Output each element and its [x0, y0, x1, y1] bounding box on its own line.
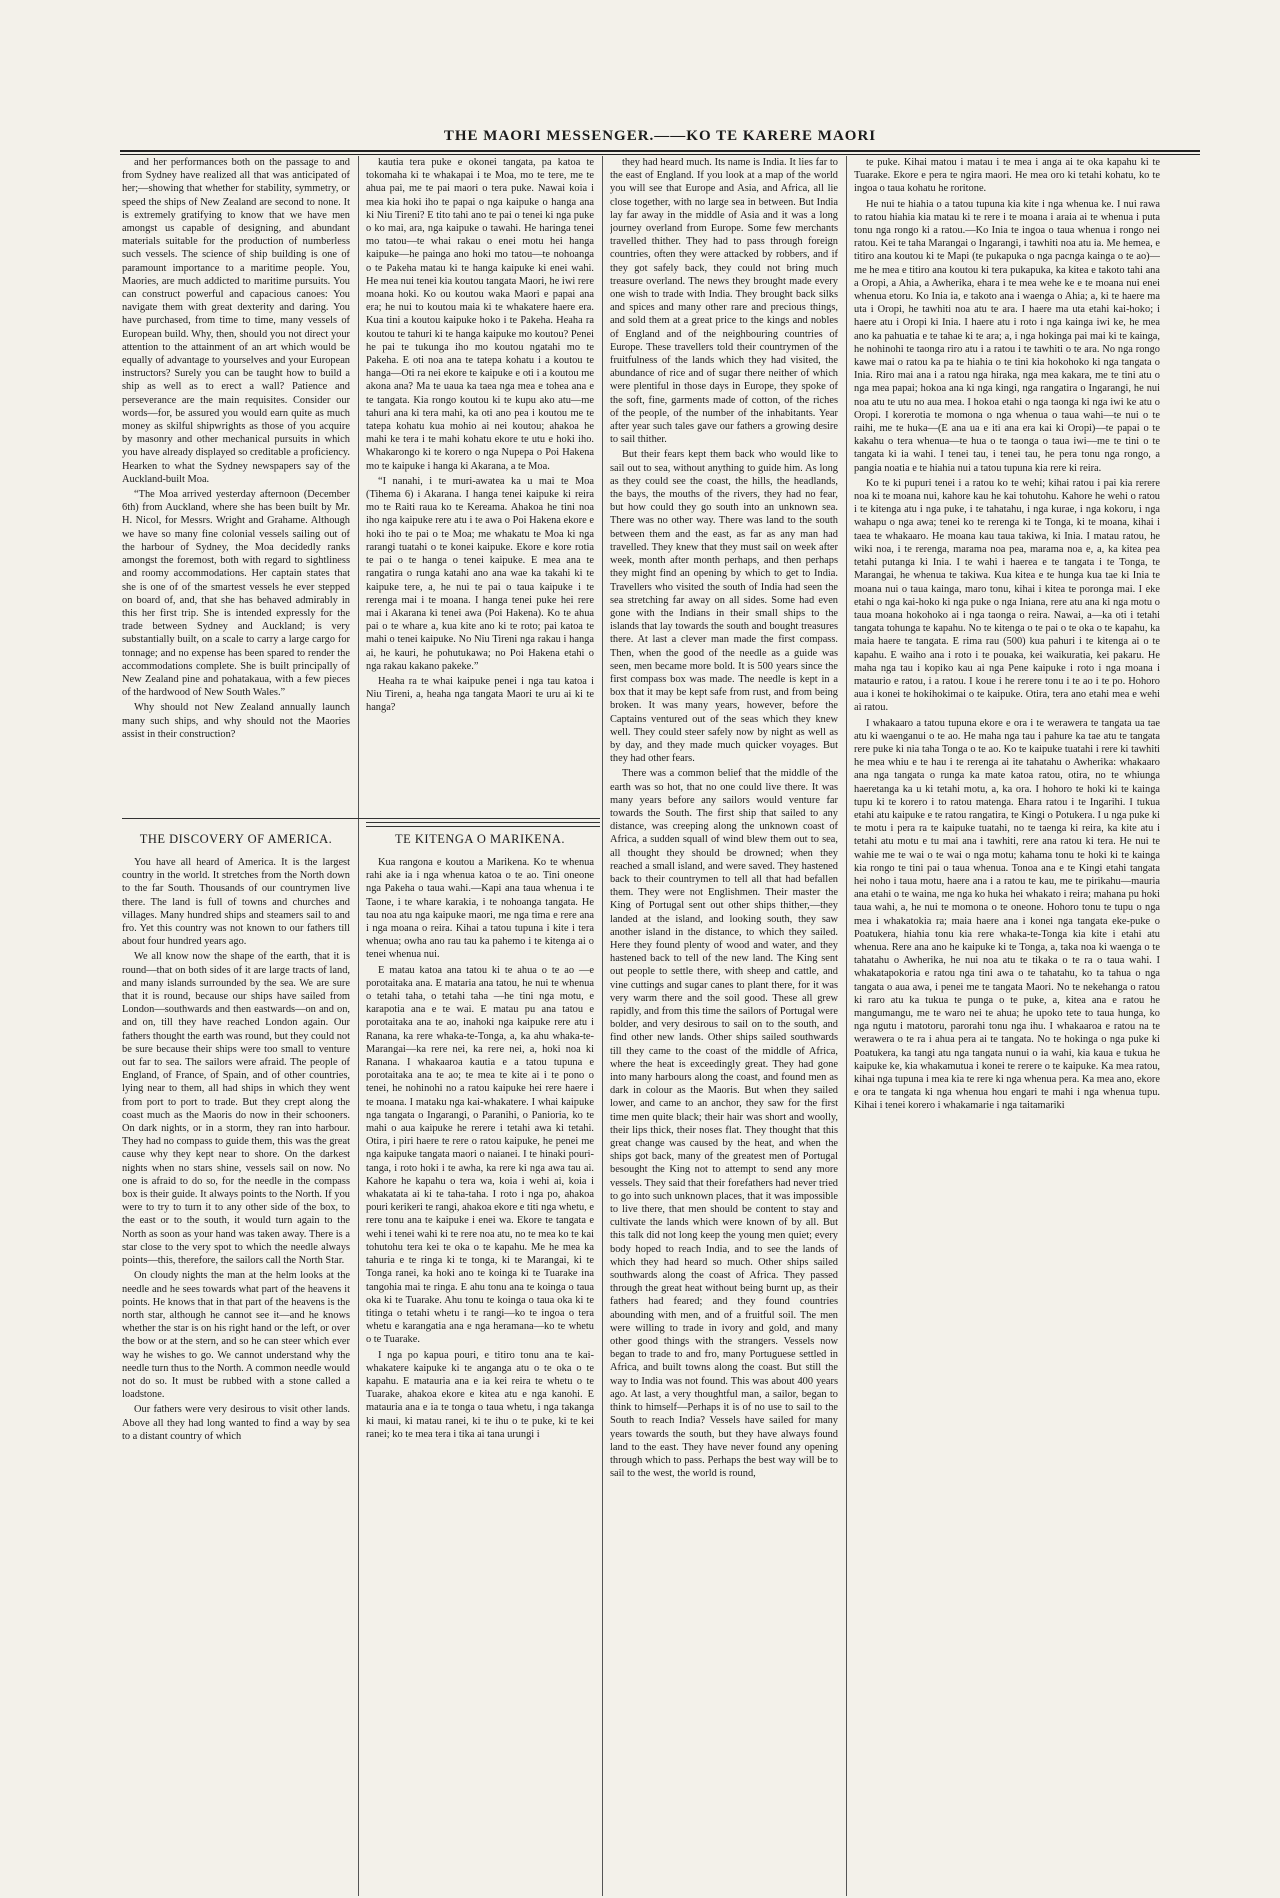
- article-title-en: THE DISCOVERY OF AMERICA.: [139, 832, 333, 846]
- paragraph: E matau katoa ana tatou ki te ahua o te ao —e porotaitaka ana. E mataria ana tatou, he nui te whenua o tetahi taha, o tetahi taha —he tini nga motu, e karapotia ana e te wai. E matau pu ana tatou e porotaitaka ana te ao, inahoki nga kaipuke rere atu i Ranana, ka rere whaka-te-Tonga, a, ka ahu whaka-te-Marangai—ka rere nei, ka rere nei, a, hoki noa ki Ranana. I whakaaroa kautia e a tatou tupuna e porotaitaka ana te ao; te mea te kite ai i te pono o tenei, he nohinohi no a ratou kaipuke hei rere haere i te moana. I mataku nga kai-whakatere. I whai kaipuke nga tangata o Ingarangi, o Paranihi, o Panioria, ko te mahi o aua kaipuke he rerere i tetahi awa ki tetahi. Otira, i piri haere te rere o ratou kaipuke, he penei me nga kaipuke tangata maori o naianei. I te hinaki pouri-tanga, i roto hoki i te awha, ka rere ki nga awa tau ai. Kahore he kapahu o tera wa, koia i wehi ai, koia i whakatata ai ki te taha-taha. I roto i nga po, ahakoa pouri kerikeri te rangi, ahakoa ekore e titi nga whetu, e rere tonu ana te kaipuke i enei wa. Ekore te tangata e wehi i tenei wahi ki te rere noa atu, no te mea ko te kai tohutohu tera kei te oka o te kapahu. Me he mea ka tahuria e te ringa ki te tonga, ki te Marangai, ki te Tonga ranei, ka hoki ano te koinga ki te Tuarake ina tangohia mai te ringa. E ahu tonu ana te koinga o taua oka ki te Tuarake. Ahu tonu te koinga o taua oka ki te titinga o tetahi whetu i te rangi—ko te ingoa o tera whetu e karangatia ana e nga heramana—ko te whetu o te Tuarake.: [366, 964, 594, 1346]
- paragraph: Why should not New Zealand annually launch many such ships, and why should not the Maories assist in their construction?: [122, 702, 350, 740]
- column-divider: [602, 156, 603, 1896]
- column-2-top: [366, 156, 594, 806]
- masthead-rule: [120, 150, 1200, 155]
- paragraph: He nui te hiahia o a tatou tupuna kia kite i nga whenua ke. I nui rawa to ratou hiahia kia matau ki te rere i te moana i araia ai te whenua i puta tonu nga rongo ki a ratou.—Ko Inia te ingoa o taua whenua i rongo nei ratou. Kei te taha Marangai o Ingarangi, i tawhiti noa atu ia. Me hemea, e titiro ana koutou ki te Mapi (te pukapuka o nga pacnga kainga o te ao)—me he mea e titiro ana koutou ki tera pukapuka, ka kitea e takoto tahi ana a Oropi, a Ahia, a Awherika, ehara i te mea wehe ke e te moana nui enei whenua etoru. Ko Inia ia, e takoto ana i waenga o Ahia; a, ki te haere ma uta i Oropi, he tawhiti noa atu te ara. I haere ma uta etahi kai-hoko; i haere atu i Oropi ki Inia. I haere atu i roto i nga kainga iwi ke, he mea ano ka pahuatia e te tahae ki te ara; a, i nga hokinga pai mai ki te kainga, he nohinohi te taonga riro atu i a ratou i te tawhiti o te ara. No nga rongo kawe mai o ratou ka pa te hiahia o te tini kia hokohoko ki nga tangata o Inia. Riro mai ana i a ratou nga hiraka, nga mea kakara, me te tini atu o nga mea papai; hokoa ana ki nga kingi, nga rangatira o Ingarangi, he nui noa atu te utu no aua mea. I hokoa etahi o nga taonga ki nga iwi ke atu o Oropi. I korerotia te momona o nga whenua o taua wahi—te nui o te raihi, me te huka—(E ana ua e iti ana era kai ki Oropi)—te papai o te kakahu o tera whenua—te hua o te taonga o taua iwi—me te tini o te tangata ki ia wahi. I tenei tau, i tenei tau, he pera tonu nga rongo, a pangia noatia e te hiahia nui a tatou tupuna kia rere ki reira.: [854, 198, 1160, 474]
- paragraph: “The Moa arrived yesterday afternoon (December 6th) from Auckland, where she has been built by Mr. H. Nicol, for Messrs. Wright and Grahame. Although we have so many fine colonial vessels sailing out of the harbour of Sydney, the Moa decidedly ranks amongst the foremost, both with regard to sightliness and roomy accommodations. Her captain states that she is one of of the smartest vessels he ever stepped on board of, and, that she has behaved admirably in this her first trip. She is intended expressly for the trade between Sydney and Auckland; is very substantially built, on a scale to carry a large cargo for tonnage; and no expense has been spared to render the accommodations complete. She is built principally of New Zealand pine and pohatakaua, with a few pieces of the hardwood of New South Wales.”: [122, 489, 350, 699]
- section-rule: [366, 822, 600, 827]
- paragraph: kautia tera puke e okonei tangata, pa katoa te tokomaha ki te whakapai i te Moa, mo te tere, me te ahua pai, me te pai maori o tera puke. Nawai koia i mea kia hoki iho te papai o nga kaipuke o hanga ana ki Niu Tireni? E tito tahi ano te pai o tenei ki nga puke o ko mai, ara, nga kaipuke o tawahi. He haringa tenei mo tatou—te whai rakau o enei motu hei hanga kaipuke—he painga ano hoki mo tatou—te nohoanga o te Pakeha matau ki te hanga kaipuke ki enei wahi. He mea nui tenei kia koutou tangata Maori, he iwi rere moana hoki. Ko ou koutou waka Maori e papai ana era; he nui to koutou maia ki te whakatere haere era. Kua tini a koutou kaipuke hoko i te Pakeha. Heaha ra koutou te tahuri ki te hanga kaipuke mo koutou? Penei he pai te tukunga iho mo koutou ngatahi mo te Pakeha. E oti noa ana te tatepa kohatu i a koutou te hanga—Oti ra nei ekore te kaipuke e oti i a koutou me akona ana? Ma te uaua ka taea nga mea e tohea ana e te tangata. Kia rongo koutou ki te kupu ako atu—me tahuri ana ki tera mahi, ka oti ano pea i koutou me te tatepa kohatu kua mohio ai nei koutou; ahakoa he mahi ke tera i te mahi kohatu ekore te utu e hoki iho. Whakarongo ki te korero o nga Nupepa o Poi Hakena mo te kaipuke i hanga ki Akarana, a te Moa.: [366, 157, 594, 472]
- paragraph: There was a common belief that the middle of the earth was so hot, that no one could live there. It was many years before any sailors would venture far towards the South. The first ship that sailed to any distance, was creeping along the unknown coast of Africa, a sudden squall of wind blew them out to sea, all thought they should be drowned; when they reached a small island, and were saved. They hastened back to their countrymen to tell all that had befallen them. They were not Englishmen. Their master the King of Portugal sent out other ships thither,—they landed at the island, and looking south, they saw another island in the distance, to which they sailed. Here they found plenty of wood and water, and they hastened back to tell of the new land. The King sent out people to settle there, with sheep and cattle, and vine cuttings and sugar canes to plant there, for it was very warm there and the soil good. These all grew rapidly, and from this time the sailors of Portugal were bolder, and very desirous to sail on to the south, and find other new lands. Other ships sailed southwards till they came to the coast of the middle of Africa, where the heat is exceedingly great. They had gone into many harbours along the coast, and found men as dark in colour as the Maoris. But when they sailed lower, and came to an anchor, they saw for the first time men quite black; their hair was short and woolly, their lips thick, their noses flat. They thought that this great change was caused by the heat, and when the ships got back, many of the greatest men of Portugal besought the King not to attempt to send any more vessels. They said that their forefathers had never tried to go into such unknown places, that it was impossible to live there, that men should be content to stay and cultivate the lands which were known of by all. But this talk did not long keep the young men quiet; every body hoped to reach India, and to see the lands of which they had heard so much. Other ships sailed southwards along the coast of Africa. They passed through the great heat without being burnt up, as their fathers had feared; and they found countries abounding with men, and of a fruitful soil. The men were willing to trade in ivory and gold, and many other good things with the strangers. Vessels now began to trade to and fro, many Portuguese settled in Africa, and built towns along the coast. But still the way to India was not found. This was about 400 years ago. At last, a very thoughtful man, a sailor, began to think to himself—Perhaps it is of no use to sail to the South to reach India? Vessels have sailed for many years towards the south, but they have always found land to the east. They have never found any opening through which to pass. Perhaps the best way will be to sail to the west, the world is round,: [610, 768, 838, 1480]
- paragraph: I whakaaro a tatou tupuna ekore e ora i te werawera te tangata ua tae atu ki waenganui o te ao. He maha nga tau i pahure ka tae atu te tangata rere puke ki nia taha Tonga o te ao. Ko te kaipuke tuatahi i rere ki tawhiti he mea whiu e te hau i te rerenga ai ite tahatahu o Awherika: whakaaro ana nga tangata o runga ka mate katoa ratou, otira, no te whiunga haeretanga ka u ki tetahi motu, a, ka ora. I hohoro te hoki ki te kainga tupu ki te korero i to ratou matenga. Ehara ratou i te Ingarihi. I tukua etahi atu kaipuke e te ratou rangatira, te Kingi o Potukera. I u nga puke ki te motu i pera ra te kaipuke tuatahi, no te taenga ki reira, ka kite atu i tetahi atu motu e tu mai ana i tawhiti, rere ana ratou ki tera. He nui te wahie me te wai o te wai o nga motu; kahama tonu te hoki ki te kainga kia rongo te tini pai o taua whenua. Tonoa ana e te Kingi etahi tangata hei noho i taua motu, haere ana i a ratou te kau, me te pirikahu—mauria ana etahi o te waina, me nga ko huka hei whakato i reira; mahana pu hoki taua wahi, a, he nui te momona o te oneone. Hohoro tonu te tupu o nga mea i whakatokia ra; maia haere ana i konei nga tangata eke-puke o Poatukera, hiahia tonu kia rere whaka-te-Tonga kia kite i etahi atu whenua. Rere ana ano he kaipuke ki te Tonga, a, taka noa ki waenga o te tahatahu o Awherika, he nui noa atu te tikaka o te ra o taua wahi. I whakatapokoria e ratou nga tini awa o te tahatahu, ko ta tahua o nga tangata o aua awa, i penei me te tangata Maori. No te nekehanga o ratou ki raro atu ka tukua te punga o te puke, a, kitea ana e ratou he mangumangu, me te waro nei te ahua; he upoko tete to taua hunga, ko nga ngutu i matotoru, parorahi tonu nga ihu. I whakaaroa e ratou na te werawera o te ra i ahua pera ai te tangata. No te hokinga o nga puke ki Poatukera, ka tangi atu nga tangata nunui o ia wahi, kia kaua e tukua he kaipuke ke, kia whakamutua i konei te rerere o te kaipuke. Ka mea ratou, kihai nga tupuna i mea kia te rere ki nga whenua pera. Ka mea ano, ekore e ora te tangata ki nga whenua hou engari te mahi i nga whenua tupu. Kihai i tenei korero i whakamarie i nga taitamariki: [854, 717, 1160, 1112]
- paragraph: Heaha ra te whai kaipuke penei i nga tau katoa i Niu Tireni, a, heaha nga tangata Maori te uru ai ki te hanga?: [366, 675, 594, 714]
- masthead: THE MAORI MESSENGER.——KO TE KARERE MAORI: [443, 128, 877, 144]
- paragraph: Our fathers were very desirous to visit other lands. Above all they had long wanted to find a way by sea to a distant country of which: [122, 1404, 350, 1442]
- paragraph: Kua rangona e koutou a Marikena. Ko te whenua rahi ake ia i nga whenua katoa o te ao. Tini oneone nga Pakeha o taua wahi.—Kapi ana taua whenua i te Taone, i te whare karakia, i te nohoanga tangata. He tau noa atu nga kaipuke maori, me nga tima e rere ana i nga moana o reira. Kihai a tatou tupuna i kite i tera whenua; owha ano rau tau ka pahemo i te kitenga ai o tenei whenua nui.: [366, 857, 594, 961]
- paragraph: te puke. Kihai matou i matau i te mea i anga ai te oka kapahu ki te Tuarake. Ekore e pera te ngira maori. He mea oro ki tetahi kohatu, ko te ingoa o taua kohatu he roritone.: [854, 157, 1160, 195]
- paragraph: “I nanahi, i te muri-awatea ka u mai te Moa (Tihema 6) i Akarana. I hanga tenei kaipuke ki reira mo te Raiti raua ko te Kereama. Ahakoa he tini noa iho nga kaipuke rere atu i te awa o Poi Hakena ekore e hoki iho te pai o te Moa; me whakatu te Moa ki nga rarangi tuatahi o te konei kaipuke. Ekore e kore rotia te pai o te hanga o tenei kaipuke. E mea ana te rangatira o runga katahi ano ana wae ka takahi ki te kaipuke tere, a, he nui te pai o taua kaipuke i te rerenga mai i te moana. I hanga tenei puke hei rere mai i Akarana ki tenei awa (Poi Hakena). Ko te ahua pai o te whare a, kua kite ano ki te roto; pai katoa te mahi o tenei kaipuke. No Niu Tireni nga rakau i hanga ai, he kauri, he pohutukawa; no Poi Hakena etahi o nga rakau kakano pakeke.”: [366, 475, 594, 672]
- column-2-article: [366, 856, 594, 1886]
- paragraph: On cloudy nights the man at the helm looks at the needle and he sees towards what part of the heavens it points. He knows that in that part of the heavens is the north star, although he cannot see it—and he knows whether the star is on his right hand or the left, or over the bow or at the stern, and so he can steer which ever way he wishes to go. We cannot understand why the needle turn thus to the North. A common needle would not do so. It must be rubbed with a stone called a loadstone.: [122, 1270, 350, 1401]
- column-divider: [846, 156, 847, 1896]
- column-4: [854, 156, 1160, 1886]
- paragraph: I nga po kapua pouri, e titiro tonu ana te kai-whakatere kaipuke ki te anganga atu o te oka o te kapahu. E matauria ana e ia kei reira te whetu o te Tuarake, ahakoa ekore e kitea atu e nga kanohi. E matauria ana e ia te tonga o taua whetu, i nga takanga ki maui, ki matau ranei, ki te ihu o te puke, ki te kei ranei; ko te mea tera i tika ai tana urungi i: [366, 1349, 594, 1440]
- paragraph: they had heard much. Its name is India. It lies far to the east of England. If you look at a map of the world you will see that Europe and Asia, and Africa, all lie close together, with no large sea in between. But India lay far away in the middle of Asia and it was a long journey overland from Europe. Some few merchants travelled thither. They had to pass through foreign countries, often they were attacked by robbers, and if they got safely back, they could not bring much treasure overland. The news they brought made every one wish to trade with India. They brought back silks and spices and many other rare and precious things, and sold them at a great price to the kings and nobles of England and of the neighbouring countries of Europe. These travellers told their countrymen of the fruitfulness of the lands which they had visited, the abundance of rice and of sugar there neither of which were plentiful in those days in Europe, they spoke of the soft, fine, garments made of cotton, of the riches of the people, of the number of the inhabitants. Year after year such tales gave our fathers a growing desire to sail thither.: [610, 157, 838, 446]
- paragraph: But their fears kept them back who would like to sail out to sea, without anything to guide him. As long as they could see the coast, the hills, the headlands, the bays, the mouths of the rivers, they had no fear, but how could they go south into an unknown sea. There was no other way. There was land to the south between them and the east, as far as any man had travelled. They knew that they must sail on week after week, month after month perhaps, and then perhaps they might find an opening by which to get to India. Travellers who visited the south of India had seen the sea stretching far away on all sides. Some had even gone with the Indians in their small ships to the islands that lay towards the south and bought treasures there. At last a clever man made the first compass. Then, when the good of the needle as a guide was seen, men became more bold. It is 500 years since the first compass box was made. The needle is kept in a box that it may be kept safe from rust, and from being broken. It was many years, however, before the Captains ventured out of the seas which they knew well. They could steer safely now by night as well as by day, and they made much quicker voyages. But they had other fears.: [610, 449, 838, 765]
- column-divider: [358, 156, 359, 1896]
- paragraph: You have all heard of America. It is the largest country in the world. It stretches from the North down to the far South. Thousands of our countrymen live there. The land is full of towns and churches and villages. Many hundred ships and steamers sail to and fro. Yet this country was not known to our fathers till about four hundred years ago.: [122, 857, 350, 948]
- column-1-article: [122, 856, 350, 1886]
- paragraph: and her performances both on the passage to and from Sydney have realized all that was anticipated of her;—showing that whether for stability, symmetry, or speed the ships of New Zealand are second to none. It is extremely gratifying to know that we have men amongst us capable of designing, and abundant materials suitable for the production of numberless such vessels. The science of ship building is one of paramount importance to a maritime people. You, Maories, are much addicted to maritime pursuits. You can construct powerful and capacious canoes: You navigate them with great dexterity and daring. You have purchased, from time to time, many vessels of European build. Why, then, should you not direct your attention to the attainment of an art which would be equally of advantage to yourselves and your European instructors? Surely you can be taught how to build a ship as well as to erect a wall? Patience and perseverance are the main requisites. Consider our words—for, be assured you would earn quite as much money as skilful shipwrights as those of you acquire by masonry and other mechanical pursuits in which you have already displayed so creditable a proficiency. Hearken to what the Sydney newspapers say of the Auckland-built Moa.: [122, 157, 350, 485]
- column-1-top: [122, 156, 350, 806]
- paragraph: We all know now the shape of the earth, that it is round—that on both sides of it are large tracts of land, and many islands surrounded by the sea. We are sure that it is round, because our ships have sailed from London—southwards and then eastwards—on and on, and on, till they have reached London again. Our fathers thought the earth was round, but they could not be sure because their ships were too small to venture out far to sea. The sailors were afraid. The people of England, of France, of Spain, and of other countries, lying near to them, all had ships in which they went from port to port to trade. But they crept along the coast much as the Maoris do now in their schooners. On dark nights, or in a storm, they ran into harbour. They had no compass to guide them, this was the great cause why they kept near to shore. On the darkest nights when no stars shine, vessels sail on now. No one is afraid to do so, for the needle in the compass box is their guide. It always points to the North. If you were to try to turn it to any other side of the box, to the east or to the south, it would turn again to the North as soon as your hand was taken away. There is a star close to the very spot to which the needle always points—this, therefore, the sailors call the North Star.: [122, 951, 350, 1267]
- column-3: [610, 156, 838, 1886]
- paragraph: Ko te ki pupuri tenei i a ratou ko te wehi; kihai ratou i pai kia rerere noa ki te moana nui, kahore kau he kai tohutohu. Kahore he wehi o ratou i te kitenga atu i nga puke, i te tahatahu, i nga kurae, i nga kokoru, i nga wahapu o nga awa; tenei ko te rerenga ki te Tonga, ki te moana, kihai i taea te whakaaro. He moana kau taua takiwa, ki Inia. I matau ratou, he wiki noa, i te rerenga, marama noa pea, marama noa e, a, ka kitea pea tetahi putanga ki Inia. I te wahi i haerea e te tangata i te Tonga, te Marangai, he whenua te takiwa. Kua kitea e te hunga kua tae ki Inia te moana nui o taua kainga, maro tonu, kihai i kitea te poronga mai. I eke etahi o nga kai-hoko ki nga puke o nga Iniana, rere atu ana ki nga motu o taua moana hokohoko ai i nga taonga o reira. Nawai, a—ka oti i tetahi tangata tohunga te kapahu. No te kitenga o te pai o te oka o te kapahu, ka maia haere te tangata. E rima rau (500) kua pahuri i te kitenga ai o te kapahu. E waiho ana i roto i te pouaka, kei waikuratia, kei pakaru. He maha nga tau i kopiko kau ai nga Pene kaipuke i roto i nga moana i mataurio e ratou, i a ratou. I koue i he rerere tonu i te ao i te po. Hohoro aua i konei te hokihokimai o te kaipuke. Otira, tera ano etahi mea e wehi ai ratou.: [854, 477, 1160, 714]
- section-rule: [122, 818, 600, 819]
- article-title-mi: TE KITENGA O MARIKENA.: [394, 832, 565, 846]
